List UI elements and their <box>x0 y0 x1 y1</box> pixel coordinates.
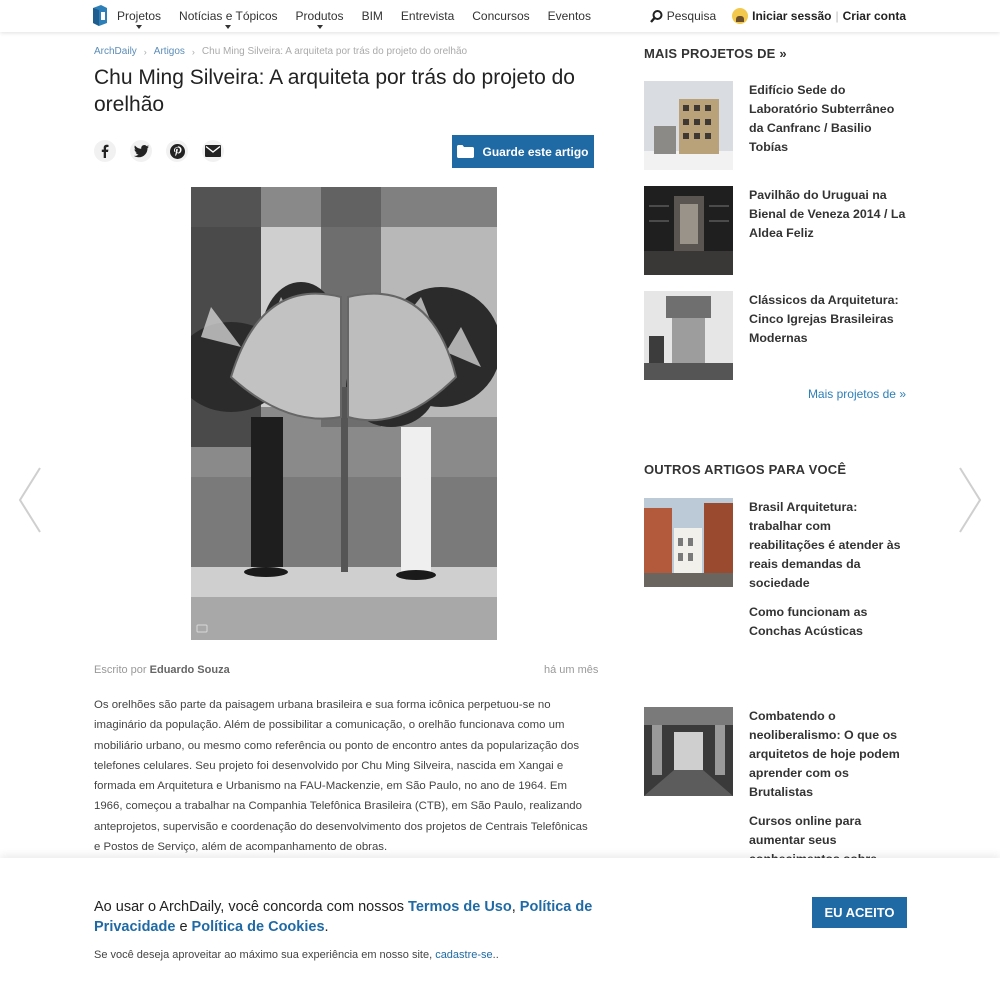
article-image-brasil-arquitetura <box>644 498 733 587</box>
orelhao-photo <box>191 187 497 640</box>
caret-down-icon <box>136 25 142 29</box>
project-thumbnail[interactable] <box>644 291 733 380</box>
article-date: há um mês <box>544 664 599 676</box>
cookie-text: , <box>511 899 520 915</box>
author-name[interactable]: Eduardo Souza <box>149 664 230 676</box>
save-article-label: Guarde este artigo <box>482 144 589 159</box>
signup-link[interactable]: Criar conta <box>842 9 906 23</box>
nav-item-produtos[interactable] <box>296 0 344 32</box>
project-thumbnail[interactable] <box>644 186 733 275</box>
login-link[interactable]: Iniciar sessão <box>752 9 832 23</box>
project-image-churches <box>644 291 733 380</box>
article-image-brutalism <box>644 707 733 796</box>
byline-prefix: Escrito por <box>94 664 147 676</box>
nav-item-bim[interactable]: BIM <box>361 9 383 23</box>
folder-icon <box>457 145 474 158</box>
article-link[interactable]: Combatendo o neoliberalismo: O que os arquitetos de hoje podem aprender com os Brutalistas <box>749 709 900 799</box>
article-thumbnail[interactable] <box>644 707 733 796</box>
nav-item-noticias[interactable] <box>179 0 278 32</box>
share-twitter-button[interactable] <box>130 140 152 162</box>
signup-link-inline[interactable]: cadastre-se <box>435 949 493 961</box>
share-buttons <box>94 140 238 162</box>
nav-item-projetos[interactable] <box>117 0 161 32</box>
pinterest-icon <box>170 144 185 159</box>
article-thumbnail[interactable] <box>644 498 733 587</box>
more-projects-link[interactable]: Mais projetos de » <box>807 387 906 401</box>
project-link[interactable]: Clássicos da Arquitetura: Cinco Igrejas Brasileiras Modernas <box>749 293 899 345</box>
caret-down-icon <box>225 25 231 29</box>
chevron-right-icon: › <box>191 46 195 57</box>
project-thumbnail[interactable] <box>644 81 733 170</box>
project-image-uruguay-pavilion <box>644 186 733 275</box>
breadcrumb-articles[interactable]: Artigos <box>153 46 185 57</box>
caret-down-icon <box>317 25 323 29</box>
avatar-icon <box>732 8 748 24</box>
cookie-subtext <box>94 949 499 961</box>
cookie-text: . <box>324 919 329 935</box>
project-image-canfranc <box>644 81 733 170</box>
breadcrumb-current: Chu Ming Silveira: A arquiteta por trás do projeto do orelhão <box>201 46 468 57</box>
facebook-icon <box>101 144 109 158</box>
top-navigation-bar <box>0 0 1000 32</box>
archdaily-logo-icon[interactable] <box>92 4 108 26</box>
main-menu <box>117 0 609 32</box>
search-button[interactable] <box>650 9 716 23</box>
more-projects-heading: MAIS PROJETOS DE » <box>644 46 787 61</box>
accept-cookies-button[interactable]: EU ACEITO <box>812 897 907 928</box>
privacy-link[interactable]: Política de Privacidade <box>94 899 593 935</box>
project-link[interactable]: Pavilhão do Uruguai na Bienal de Veneza 2014 / La Aldea Feliz <box>749 188 906 240</box>
cookie-text: Ao usar o ArchDaily, você concorda com nossos <box>94 899 409 915</box>
article-link[interactable]: Brasil Arquitetura: trabalhar com reabilitações é atender às reais demandas da sociedade <box>749 500 901 590</box>
page-title: Chu Ming Silveira: A arquiteta por trás do projeto do orelhão <box>94 66 575 116</box>
breadcrumb-home[interactable]: ArchDaily <box>94 46 137 57</box>
nav-label: Produtos <box>295 9 344 23</box>
nav-item-concursos[interactable]: Concursos <box>472 9 530 23</box>
nav-label: Projetos <box>117 9 162 23</box>
user-menu <box>650 0 906 32</box>
article-body: Os orelhões são parte da paisagem urbana brasileira e sua forma icônica perpetuou-se no imaginário da população. Além de possibilitar a comunicação, o orelhão funcionava como um mobiliário urbano, ou mesmo como referência ou ponto de encontro antes da popularização dos telefones celulares. Seu projeto foi desenvolvido por Chu Ming Silveira, nascida em Xangai e formada em Arquitetura e Urbanismo na FAU-Mackenzie, em São Paulo, no ano de 1964. Em 1966, começou a trabalhar na Companhia Telefônica Brasileira (CTB), em São Paulo, realizando anteprojetos, supervisão e coordenação do desenvolvimento dos projetos de Centrais Telefônicas e Postos de Serviço, além de acompanhamento de obras. <box>94 699 588 854</box>
nav-item-eventos[interactable]: Eventos <box>547 9 591 23</box>
previous-article-arrow-icon[interactable] <box>18 466 42 534</box>
cookie-subtext-label: Se você deseja aproveitar ao máximo sua experiência em nosso site, <box>94 949 436 961</box>
project-link[interactable]: Edifício Sede do Laboratório Subterrâneo da Canfranc / Basilio Tobías <box>749 83 895 154</box>
cookie-subtext-end: .. <box>492 949 499 961</box>
share-email-button[interactable] <box>202 140 224 162</box>
chevron-right-icon: › <box>143 46 147 57</box>
twitter-icon <box>134 145 149 158</box>
email-icon <box>205 145 221 157</box>
breadcrumb <box>94 46 467 57</box>
article-link[interactable]: Cursos online para aumentar seus <box>749 814 862 847</box>
share-pinterest-button[interactable] <box>166 140 188 162</box>
article-link[interactable]: Como funcionam as Conchas Acústicas <box>749 605 868 638</box>
article-byline <box>94 664 230 676</box>
next-article-arrow-icon[interactable] <box>958 466 982 534</box>
terms-link[interactable]: Termos de Uso <box>408 899 512 915</box>
cookie-text: e <box>175 919 192 935</box>
cookie-banner <box>0 858 1000 1000</box>
nav-label: Notícias e Tópicos <box>179 9 278 23</box>
save-article-button[interactable] <box>452 135 594 168</box>
search-icon <box>650 10 663 23</box>
search-label: Pesquisa <box>666 9 717 23</box>
cookie-message <box>94 897 654 937</box>
share-facebook-button[interactable] <box>94 140 116 162</box>
article-hero-image[interactable] <box>191 187 497 640</box>
nav-item-entrevista[interactable]: Entrevista <box>400 9 455 23</box>
other-articles-heading: OUTROS ARTIGOS PARA VOCÊ <box>644 462 847 477</box>
divider: | <box>835 9 839 23</box>
cookies-policy-link[interactable]: Política de Cookies <box>191 919 325 935</box>
